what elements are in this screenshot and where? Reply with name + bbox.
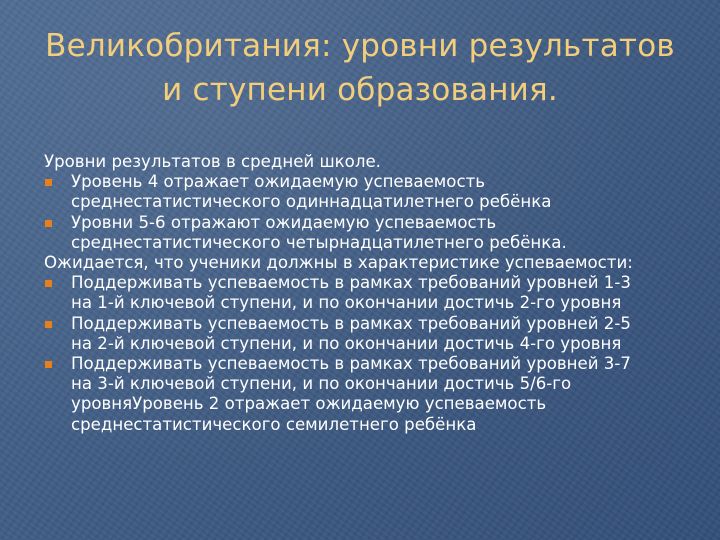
bullet-item: [44, 314, 676, 354]
title-line-2: и ступени образования.: [162, 72, 558, 108]
bullet-item: [44, 213, 676, 253]
square-bullet-icon: [45, 280, 52, 287]
square-bullet-icon: [45, 220, 52, 227]
square-bullet-icon: [45, 179, 52, 186]
square-bullet-icon: [45, 361, 52, 368]
bullet-text: Поддерживать успеваемость в рамках требований уровней 2-5 на 2-й ключевой ступени, и по окончании достичь 4-го уровня: [71, 313, 631, 353]
title-line-1: Великобритания: уровни результатов: [45, 28, 675, 64]
slide-body: [44, 152, 676, 435]
intro-text-1: Уровни результатов в средней школе.: [44, 152, 381, 171]
intro-text-2: Ожидается, что ученики должны в характеристике успеваемости:: [44, 253, 633, 273]
bullet-item: [44, 354, 676, 435]
bullet-text: Уровень 4 отражает ожидаемую успеваемость среднестатистического одиннадцатилетнего ребёнка: [71, 172, 552, 212]
bullet-item: [44, 172, 676, 212]
bullet-text: Уровни 5-6 отражают ожидаемую успеваемость среднестатистического четырнадцатилетнего ребёнка.: [71, 212, 567, 252]
slide-title: [20, 24, 700, 112]
square-bullet-icon: [45, 321, 52, 328]
bullet-text: Поддерживать успеваемость в рамках требований уровней 1-3 на 1-й ключевой ступени, и по окончании достичь 2-го уровня: [71, 273, 631, 313]
bullet-item: [44, 273, 676, 313]
bullet-text: Поддерживать успеваемость в рамках требований уровней 3-7 на 3-й ключевой ступени, и по окончании достичь 5/6-го уровняУровень 2 отражает ожидаемую успеваемость среднестатистического семилетнего ребёнка: [71, 354, 631, 434]
